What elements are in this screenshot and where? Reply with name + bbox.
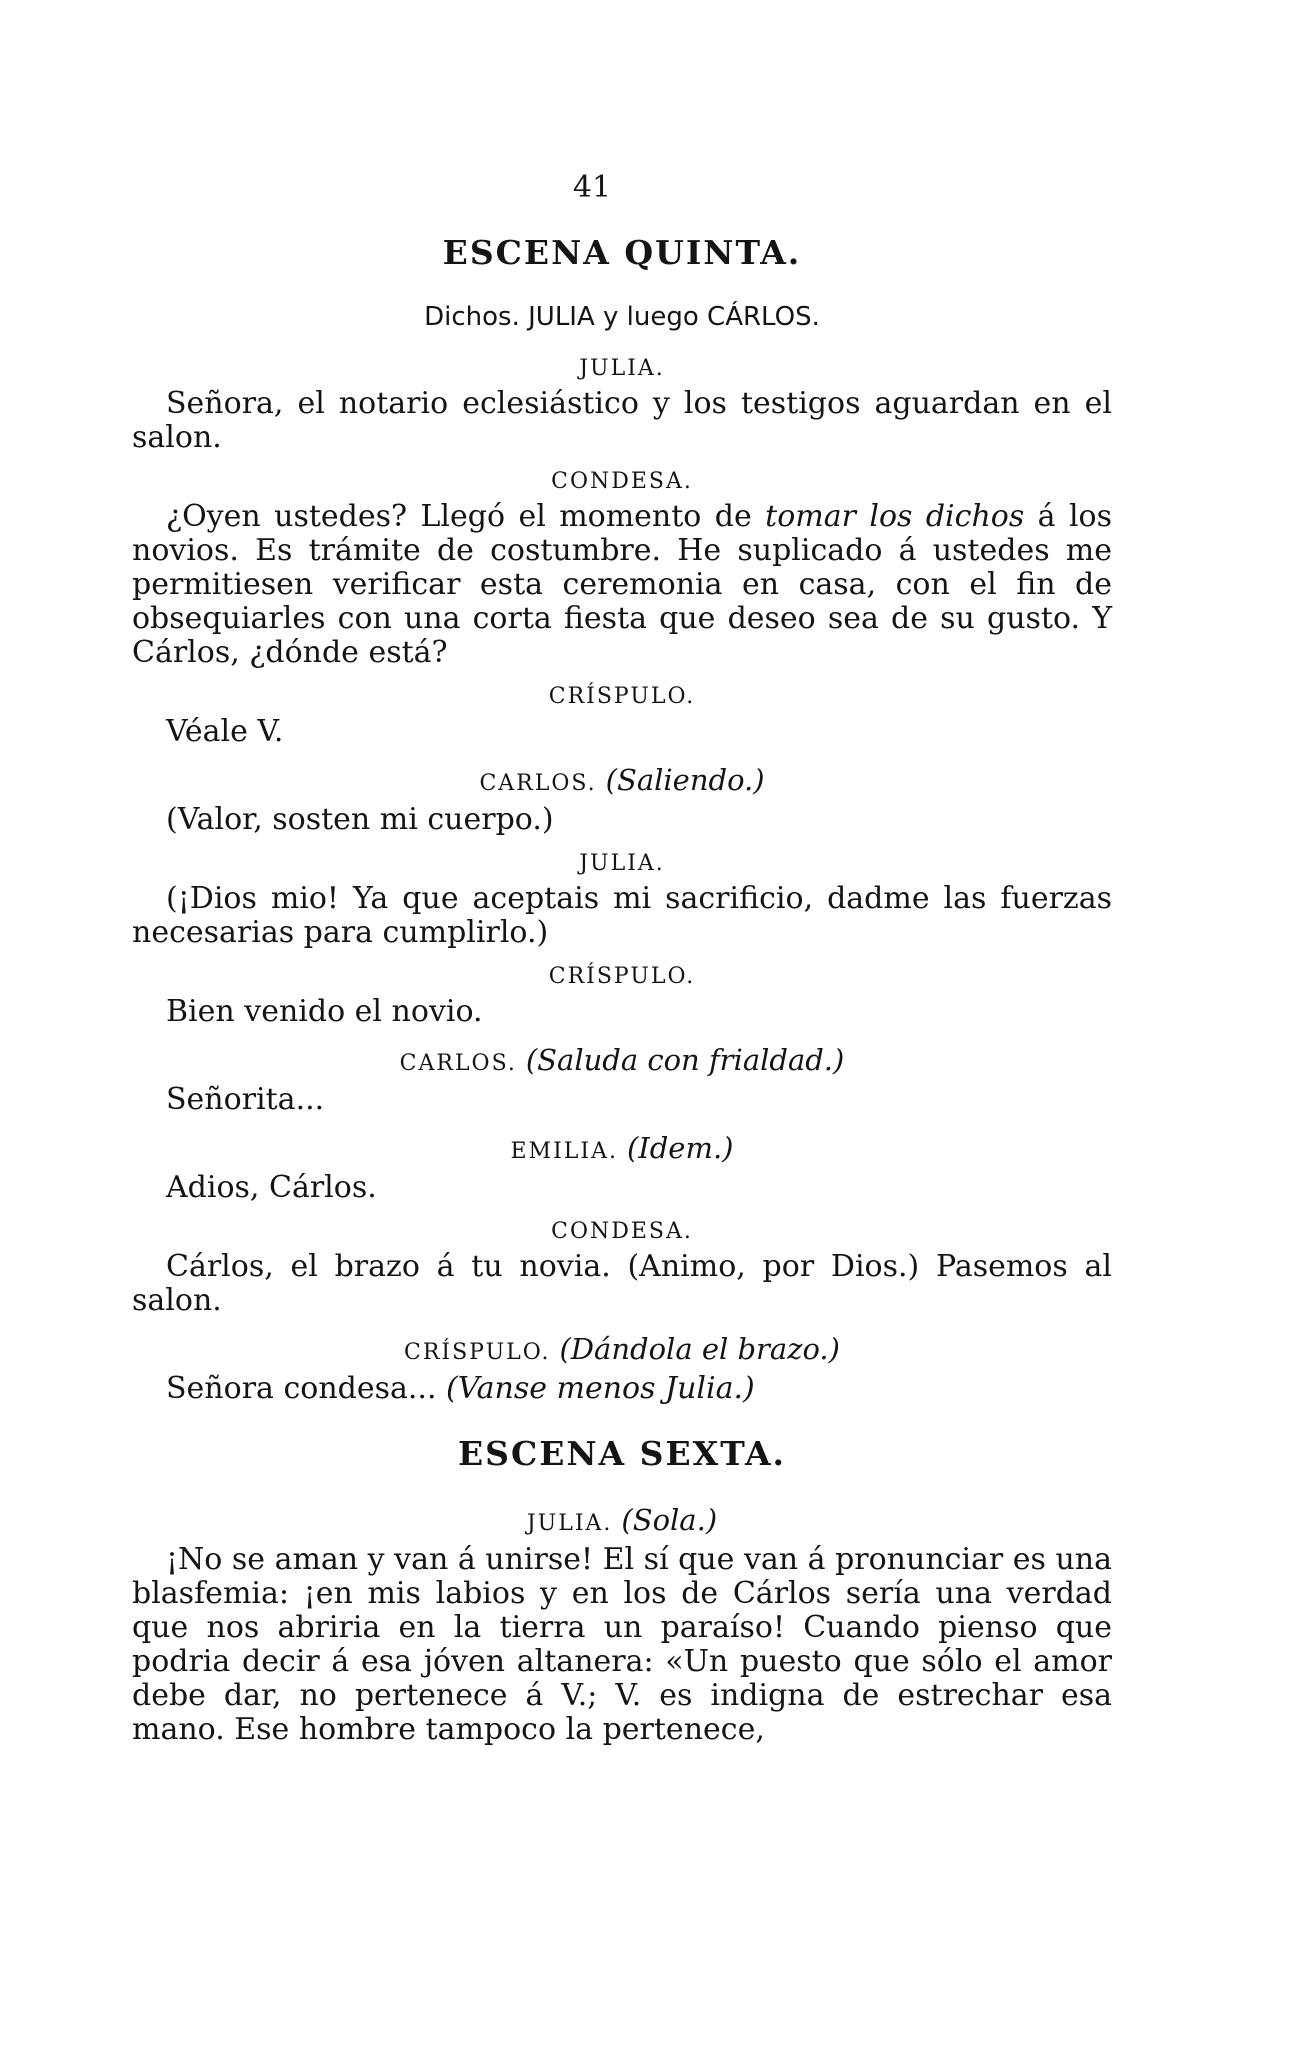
speaker-name: JULIA. [526,1511,613,1536]
speaker-name: JULIA. [579,851,665,876]
stage-direction: (Saliendo.) [605,763,765,797]
speech-text: ¡No se aman y van á unirse! El sí que van á pronunciar es una blasfemia: ¡en mis labios y en los de Cárlos sería una verdad que nos abriria en la tierra un paraíso! Cuando pienso que podria decir á esa jóven altanera: «Un puesto que sólo el amor debe dar, no pertenece á V.; V. es indigna de estrechar esa mano. Ese hombre tampoco la pertenece, [132,1542,1113,1747]
speech-text-part: ¿Oyen ustedes? Llegó el momento de [166,499,766,534]
speaker-line [132,1503,1112,1537]
speaker-name: JULIA. [579,356,665,381]
speaker-name: CARLOS. [479,771,597,796]
speaker-line [132,1131,1112,1165]
speech-text-part: á los novios. Es trámite de costumbre. He suplicado á ustedes me permitiesen verificar esta ceremonia en casa, con el fin de obsequiarles con una corta fiesta que deseo sea de su gusto. Y Cárlos, ¿dónde está? [132,499,1113,670]
speaker-name: CONDESA. [551,1219,693,1244]
speech-text: (¡Dios mio! Ya que aceptais mi sacrificio, dadme las fuerzas necesarias para cumplirlo.) [132,881,1112,950]
speech-text: Señora, el notario eclesiástico y los testigos aguardan en el salon. [132,386,1112,455]
speech-text [132,500,1112,670]
speech-text: Cárlos, el brazo á tu novia. (Animo, por Dios.) Pasemos al salon. [132,1249,1112,1318]
stage-direction: (Sola.) [621,1503,718,1537]
speaker-name: CRÍSPULO. [404,1340,551,1365]
speech-text: Señorita... [166,1082,325,1117]
speech-text-part: Señora condesa... [166,1371,447,1406]
speech-italic-text: tomar los dichos [765,499,1025,534]
speech-text: Bien venido el novio. [166,994,483,1029]
speaker-name: CARLOS. [399,1051,517,1076]
speaker-line [132,763,1112,797]
speaker-name: EMILIA. [510,1139,618,1164]
speech-text: Véale V. [166,714,284,749]
speech-text: Adios, Cárlos. [166,1170,377,1205]
speaker-name: CRÍSPULO. [548,964,696,989]
speaker-name: CONDESA. [551,469,693,494]
stage-direction: (Saluda con frialdad.) [525,1043,845,1077]
scene-title-sexta: ESCENA SEXTA. [457,1434,787,1473]
speaker-line [132,1043,1112,1077]
speaker-line [132,1332,1112,1366]
book-page [132,170,1112,1747]
scene-title-quinta: ESCENA QUINTA. [442,233,802,272]
stage-direction: (Dándola el brazo.) [559,1332,840,1366]
speech-italic-text: (Vanse menos Julia.) [446,1371,755,1406]
speech-text: (Valor, sosten mi cuerpo.) [166,802,554,837]
speech-text [132,1372,1112,1406]
speaker-name: CRÍSPULO. [548,684,696,709]
cast-list: Dichos. JULIA y luego CÁRLOS. [424,302,820,332]
page-number: 41 [572,170,612,205]
stage-direction: (Idem.) [626,1131,734,1165]
